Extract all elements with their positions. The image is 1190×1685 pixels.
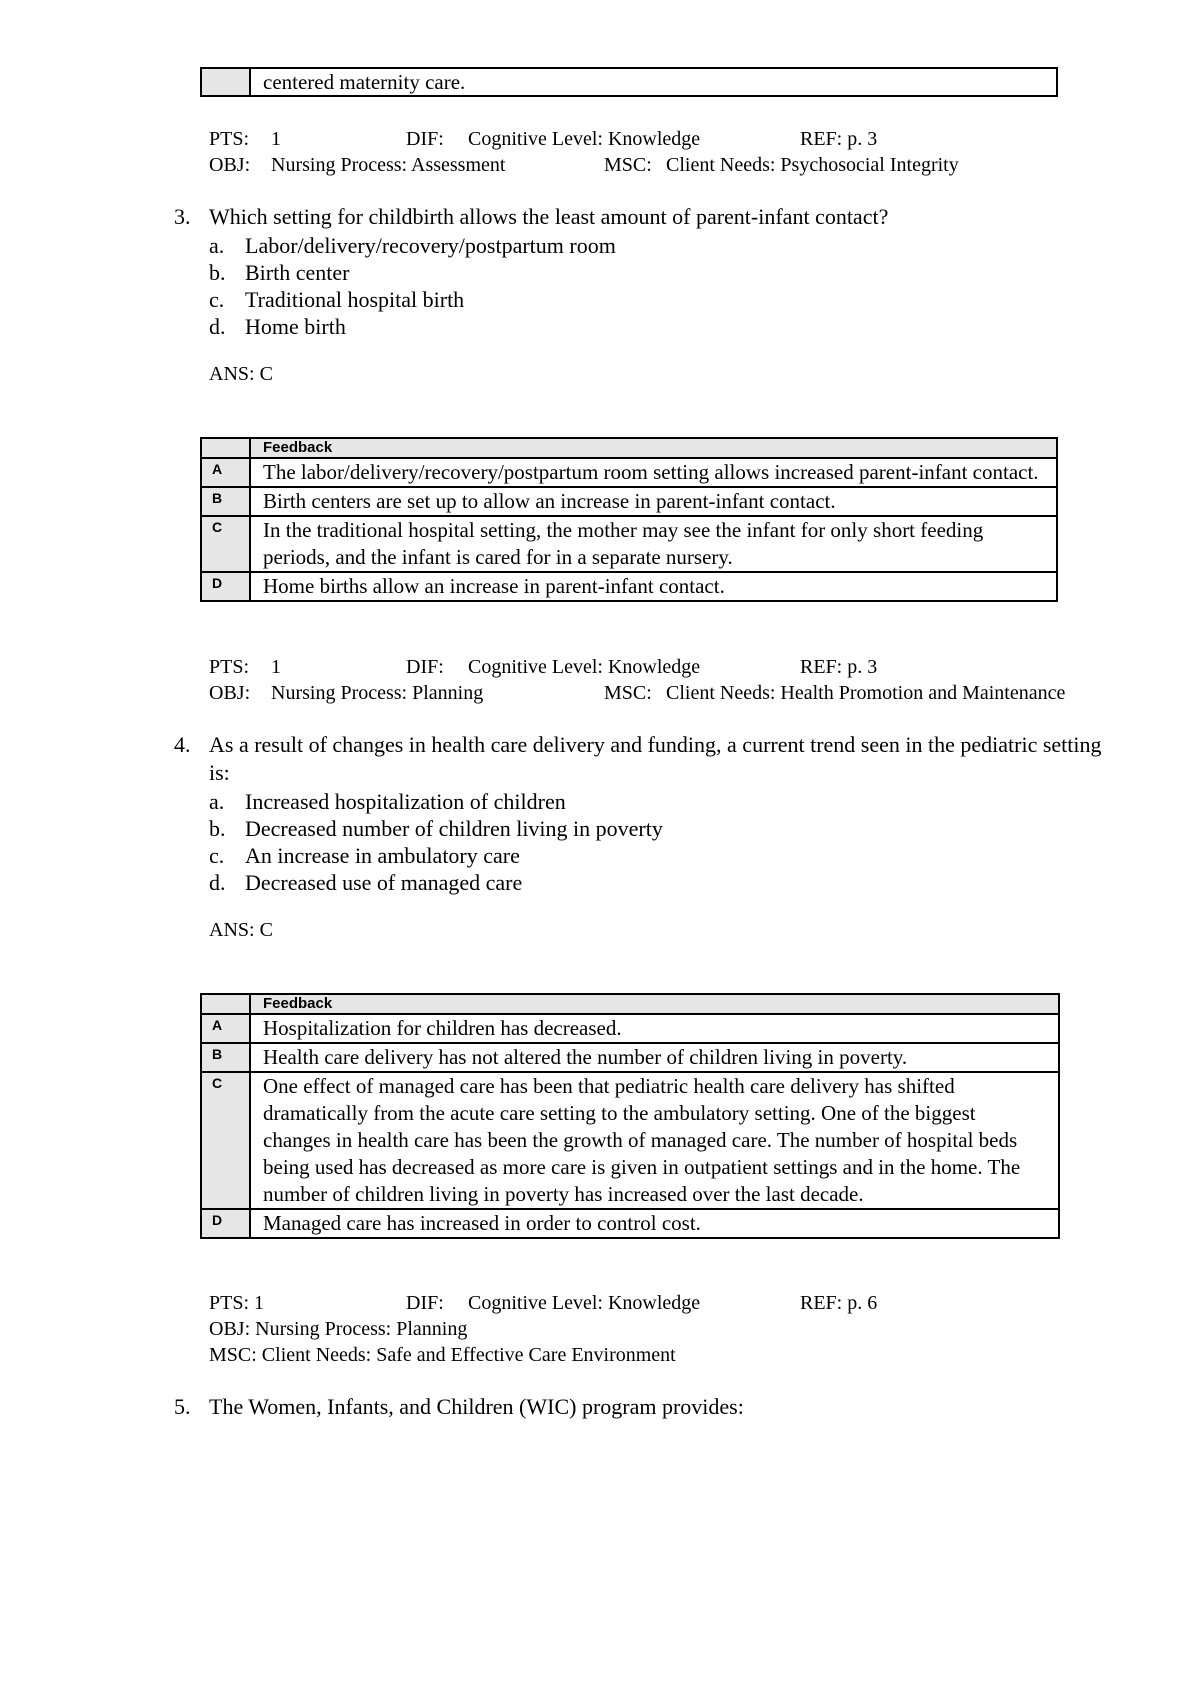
feedback-table-q3 [200, 437, 1058, 602]
feedback-header-text: Feedback [263, 439, 333, 456]
dif-label: DIF: [406, 128, 444, 150]
option-c [209, 286, 464, 313]
question-number: 3. [174, 204, 191, 229]
feedback-letter: D [212, 1212, 223, 1228]
feedback-row [201, 1014, 1059, 1043]
option-text: Traditional hospital birth [245, 287, 465, 312]
feedback-text: Birth centers are set up to allow an increase in parent-infant contact. [263, 489, 836, 513]
option-text: Birth center [245, 260, 350, 285]
option-letter: b. [209, 260, 226, 285]
ref-value: REF: p. 3 [800, 656, 878, 678]
feedback-letter: D [212, 575, 223, 591]
feedback-header-text: Feedback [263, 995, 333, 1012]
feedback-header [250, 994, 1059, 1014]
obj-value: Nursing Process: Assessment [271, 154, 506, 176]
feedback-row [201, 516, 1057, 572]
feedback-text-cell [250, 68, 1057, 96]
question-number: 4. [174, 732, 191, 757]
feedback-letter-cell [201, 1072, 250, 1209]
option-letter: c. [209, 287, 225, 312]
obj-label: OBJ: [209, 154, 251, 176]
option-letter: a. [209, 789, 225, 814]
feedback-row [201, 1072, 1059, 1209]
feedback-text: Hospitalization for children has decreased. [263, 1016, 622, 1040]
feedback-row [201, 1209, 1059, 1238]
msc-label: MSC: [604, 682, 652, 704]
ref-value: REF: p. 6 [800, 1292, 878, 1314]
feedback-letter-cell [201, 68, 250, 96]
option-b [209, 259, 349, 286]
feedback-text-cell [250, 1072, 1059, 1209]
option-text: Home birth [245, 314, 346, 339]
option-letter: d. [209, 314, 226, 339]
option-text: An increase in ambulatory care [245, 843, 520, 868]
feedback-row [201, 487, 1057, 516]
feedback-table-fragment [200, 67, 1058, 97]
feedback-table-q4 [200, 993, 1060, 1239]
feedback-header-blank [201, 994, 250, 1014]
dif-value: Cognitive Level: Knowledge [468, 656, 701, 678]
option-letter: a. [209, 233, 225, 258]
dif-label: DIF: [406, 1292, 444, 1314]
option-a [209, 232, 616, 259]
feedback-text: Managed care has increased in order to control cost. [263, 1211, 701, 1235]
feedback-text: The labor/delivery/recovery/postpartum room setting allows increased parent-infant contact. [263, 460, 1039, 484]
feedback-text-cell [250, 487, 1057, 516]
obj-value: OBJ: Nursing Process: Planning [209, 1318, 468, 1340]
feedback-text: Home births allow an increase in parent-infant contact. [263, 574, 725, 598]
answer-key: ANS: C [209, 363, 273, 385]
obj-label: OBJ: [209, 682, 251, 704]
answer-key: ANS: C [209, 919, 273, 941]
feedback-row [201, 458, 1057, 487]
dif-value: Cognitive Level: Knowledge [468, 128, 701, 150]
ref-value: REF: p. 3 [800, 128, 878, 150]
feedback-header-blank [201, 438, 250, 458]
msc-label: MSC: [604, 154, 652, 176]
option-d [209, 313, 346, 340]
feedback-letter-cell [201, 516, 250, 572]
feedback-letter-cell [201, 572, 250, 601]
dif-label: DIF: [406, 656, 444, 678]
obj-value: Nursing Process: Planning [271, 682, 484, 704]
feedback-text-cell [250, 1209, 1059, 1238]
feedback-letter: C [212, 519, 223, 535]
feedback-letter: A [212, 461, 223, 477]
feedback-letter-cell [201, 458, 250, 487]
feedback-letter-cell [201, 1014, 250, 1043]
feedback-letter-cell [201, 487, 250, 516]
feedback-text-cell [250, 516, 1057, 572]
feedback-row [201, 1043, 1059, 1072]
pts-value: 1 [271, 656, 281, 678]
feedback-letter: C [212, 1075, 223, 1091]
question-text: The Women, Infants, and Children (WIC) program provides: [209, 1394, 744, 1419]
feedback-text-cell [250, 1043, 1059, 1072]
option-a [209, 788, 566, 815]
feedback-letter-cell [201, 1209, 250, 1238]
feedback-row [201, 572, 1057, 601]
pts-label: PTS: [209, 656, 250, 678]
feedback-text-cell [250, 458, 1057, 487]
feedback-letter-cell [201, 1043, 250, 1072]
feedback-letter: B [212, 1046, 223, 1062]
msc-value: Client Needs: Psychosocial Integrity [666, 154, 959, 176]
feedback-text: One effect of managed care has been that pediatric health care delivery has shifted dramatically from the acute care setting to the ambulatory setting. One of the biggest changes in health care has been the growth of managed care. The number of hospital beds being used has decreased as more care is given in outpatient settings and in the home. The number of children living in poverty has increased over the last decade. [263, 1074, 1021, 1206]
msc-value: Client Needs: Health Promotion and Maintenance [666, 682, 1066, 704]
feedback-letter: B [212, 490, 223, 506]
option-text: Decreased use of managed care [245, 870, 523, 895]
dif-value: Cognitive Level: Knowledge [468, 1292, 701, 1314]
option-letter: b. [209, 816, 226, 841]
feedback-text: In the traditional hospital setting, the mother may see the infant for only short feeding periods, and the infant is cared for in a separate nursery. [263, 518, 984, 569]
pts-value: PTS: 1 [209, 1292, 265, 1314]
option-c [209, 842, 520, 869]
option-b [209, 815, 663, 842]
option-text: Labor/delivery/recovery/postpartum room [245, 233, 616, 258]
option-d [209, 869, 522, 896]
feedback-header [250, 438, 1057, 458]
pts-value: 1 [271, 128, 281, 150]
option-letter: d. [209, 870, 226, 895]
feedback-text: Health care delivery has not altered the number of children living in poverty. [263, 1045, 908, 1069]
option-text: Increased hospitalization of children [245, 789, 566, 814]
question-number: 5. [174, 1394, 191, 1419]
option-text: Decreased number of children living in poverty [245, 816, 663, 841]
question-text: As a result of changes in health care delivery and funding, a current trend seen in the pediatric setting is: [209, 732, 1102, 785]
pts-label: PTS: [209, 128, 250, 150]
feedback-text-cell [250, 572, 1057, 601]
feedback-text: centered maternity care. [263, 70, 466, 94]
option-letter: c. [209, 843, 225, 868]
feedback-text-cell [250, 1014, 1059, 1043]
msc-value: MSC: Client Needs: Safe and Effective Care Environment [209, 1344, 676, 1366]
feedback-letter: A [212, 1017, 223, 1033]
question-text: Which setting for childbirth allows the least amount of parent-infant contact? [209, 204, 889, 229]
